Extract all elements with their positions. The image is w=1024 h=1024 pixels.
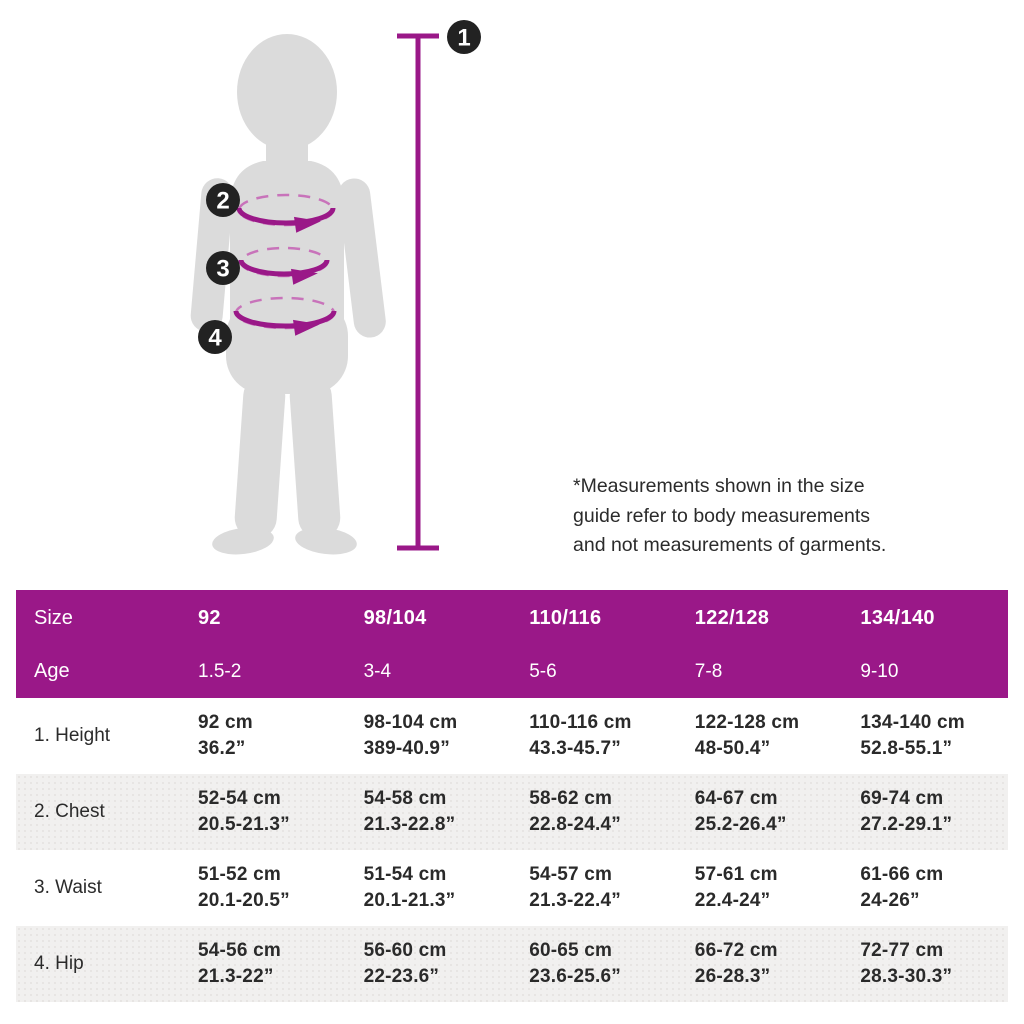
cell-cm: 54-56 cm [198,940,281,961]
size-col-5: 134/140 [860,607,935,629]
height-cell-4 [677,698,843,774]
cell-inch: 27.2-29.1” [860,814,953,835]
chest-cell-3 [511,774,677,850]
cell-inch: 21.3-22” [198,966,274,987]
disclaimer-line-1: *Measurements shown in the size [573,475,865,497]
height-cell-1 [180,698,346,774]
size-header-label: Size [34,607,73,629]
height-cell-2 [346,698,512,774]
marker-4-number: 4 [208,324,222,352]
cell-inch: 20.5-21.3” [198,814,290,835]
cell-inch: 389-40.9” [363,738,450,759]
cell-cm: 60-65 cm [529,940,613,961]
cell-inch: 43.3-45.7” [529,738,621,759]
row-label-height: 1. Height [34,725,111,746]
silhouette-right-arm [336,177,387,340]
cell-cm: 54-58 cm [363,788,447,809]
cell-cm: 66-72 cm [694,940,778,961]
cell-inch: 26-28.3” [694,966,771,987]
cell-cm: 98-104 cm [363,712,458,733]
hip-cell-4 [677,926,843,1002]
cell-inch: 22.4-24” [694,890,771,911]
cell-cm: 51-52 cm [198,864,281,885]
measurement-disclaimer [573,472,963,561]
cell-cm: 57-61 cm [694,864,778,885]
cell-cm: 51-54 cm [363,864,447,885]
row-label-chest: 2. Chest [34,801,105,822]
cell-inch: 23.6-25.6” [529,966,621,987]
child-silhouette [189,34,387,558]
chest-cell-2 [346,774,512,850]
cell-inch: 20.1-20.5” [198,890,290,911]
hip-cell-3 [511,926,677,1002]
size-header-row [16,592,1008,645]
cell-inch: 36.2” [198,738,246,759]
marker-1-number: 1 [457,24,471,52]
cell-inch: 25.2-26.4” [694,814,787,835]
row-label-waist: 3. Waist [34,877,102,898]
waist-cell-4 [677,850,843,926]
cell-inch: 52.8-55.1” [860,738,953,759]
cell-cm: 58-62 cm [529,788,613,809]
chest-cell-1 [180,774,346,850]
waist-cell-3 [511,850,677,926]
age-header-label: Age [34,660,70,682]
size-col-2: 98/104 [363,607,427,629]
silhouette-left-leg [233,374,286,541]
age-col-2: 3-4 [363,660,392,682]
marker-2-number: 2 [216,187,230,215]
cell-inch: 22.8-24.4” [529,814,621,835]
disclaimer-line-3: and not measurements of garments. [573,534,887,556]
disclaimer-line-2: guide refer to body measurements [573,504,870,527]
age-col-3: 5-6 [529,660,557,682]
size-col-3: 110/116 [529,607,602,629]
size-col-4: 122/128 [694,607,770,629]
table-row-waist [16,850,1008,926]
cell-cm: 64-67 cm [694,788,778,809]
waist-cell-2 [346,850,512,926]
chest-cell-4 [677,774,843,850]
table-row-chest [16,774,1008,850]
cell-cm: 54-57 cm [529,864,613,885]
cell-inch: 20.1-21.3” [363,890,456,911]
age-header-row [16,645,1008,698]
cell-inch: 22-23.6” [363,966,440,987]
cell-inch: 21.3-22.4” [529,890,621,911]
cell-cm: 134-140 cm [860,712,965,733]
hip-cell-1 [180,926,346,1002]
hip-cell-2 [346,926,512,1002]
size-col-1: 92 [198,607,221,629]
cell-cm: 52-54 cm [198,788,281,809]
table-row-height [16,698,1008,774]
row-label-hip: 4. Hip [34,953,84,974]
cell-cm: 110-116 cm [529,712,632,733]
silhouette-right-leg [288,374,341,541]
waist-cell-5 [842,850,1008,926]
hip-cell-5 [842,926,1008,1002]
height-measure-line [397,36,439,548]
age-col-1: 1.5-2 [198,660,242,682]
age-col-5: 9-10 [860,660,899,682]
cell-cm: 61-66 cm [860,864,944,885]
silhouette-hips [226,298,348,394]
waist-cell-1 [180,850,346,926]
cell-cm: 122-128 cm [694,712,800,733]
cell-cm: 69-74 cm [860,788,944,809]
cell-inch: 48-50.4” [694,738,771,759]
marker-3-number: 3 [216,255,230,283]
size-table [16,590,1008,1002]
age-col-4: 7-8 [694,660,723,682]
cell-inch: 21.3-22.8” [363,814,456,835]
cell-cm: 92 cm [198,712,253,733]
cell-cm: 56-60 cm [363,940,447,961]
height-cell-5 [842,698,1008,774]
size-table-header [16,590,1008,698]
chest-cell-5 [842,774,1008,850]
cell-cm: 72-77 cm [860,940,944,961]
cell-inch: 28.3-30.3” [860,966,953,987]
height-cell-3 [511,698,677,774]
table-row-hip [16,926,1008,1002]
cell-inch: 24-26” [860,890,920,911]
